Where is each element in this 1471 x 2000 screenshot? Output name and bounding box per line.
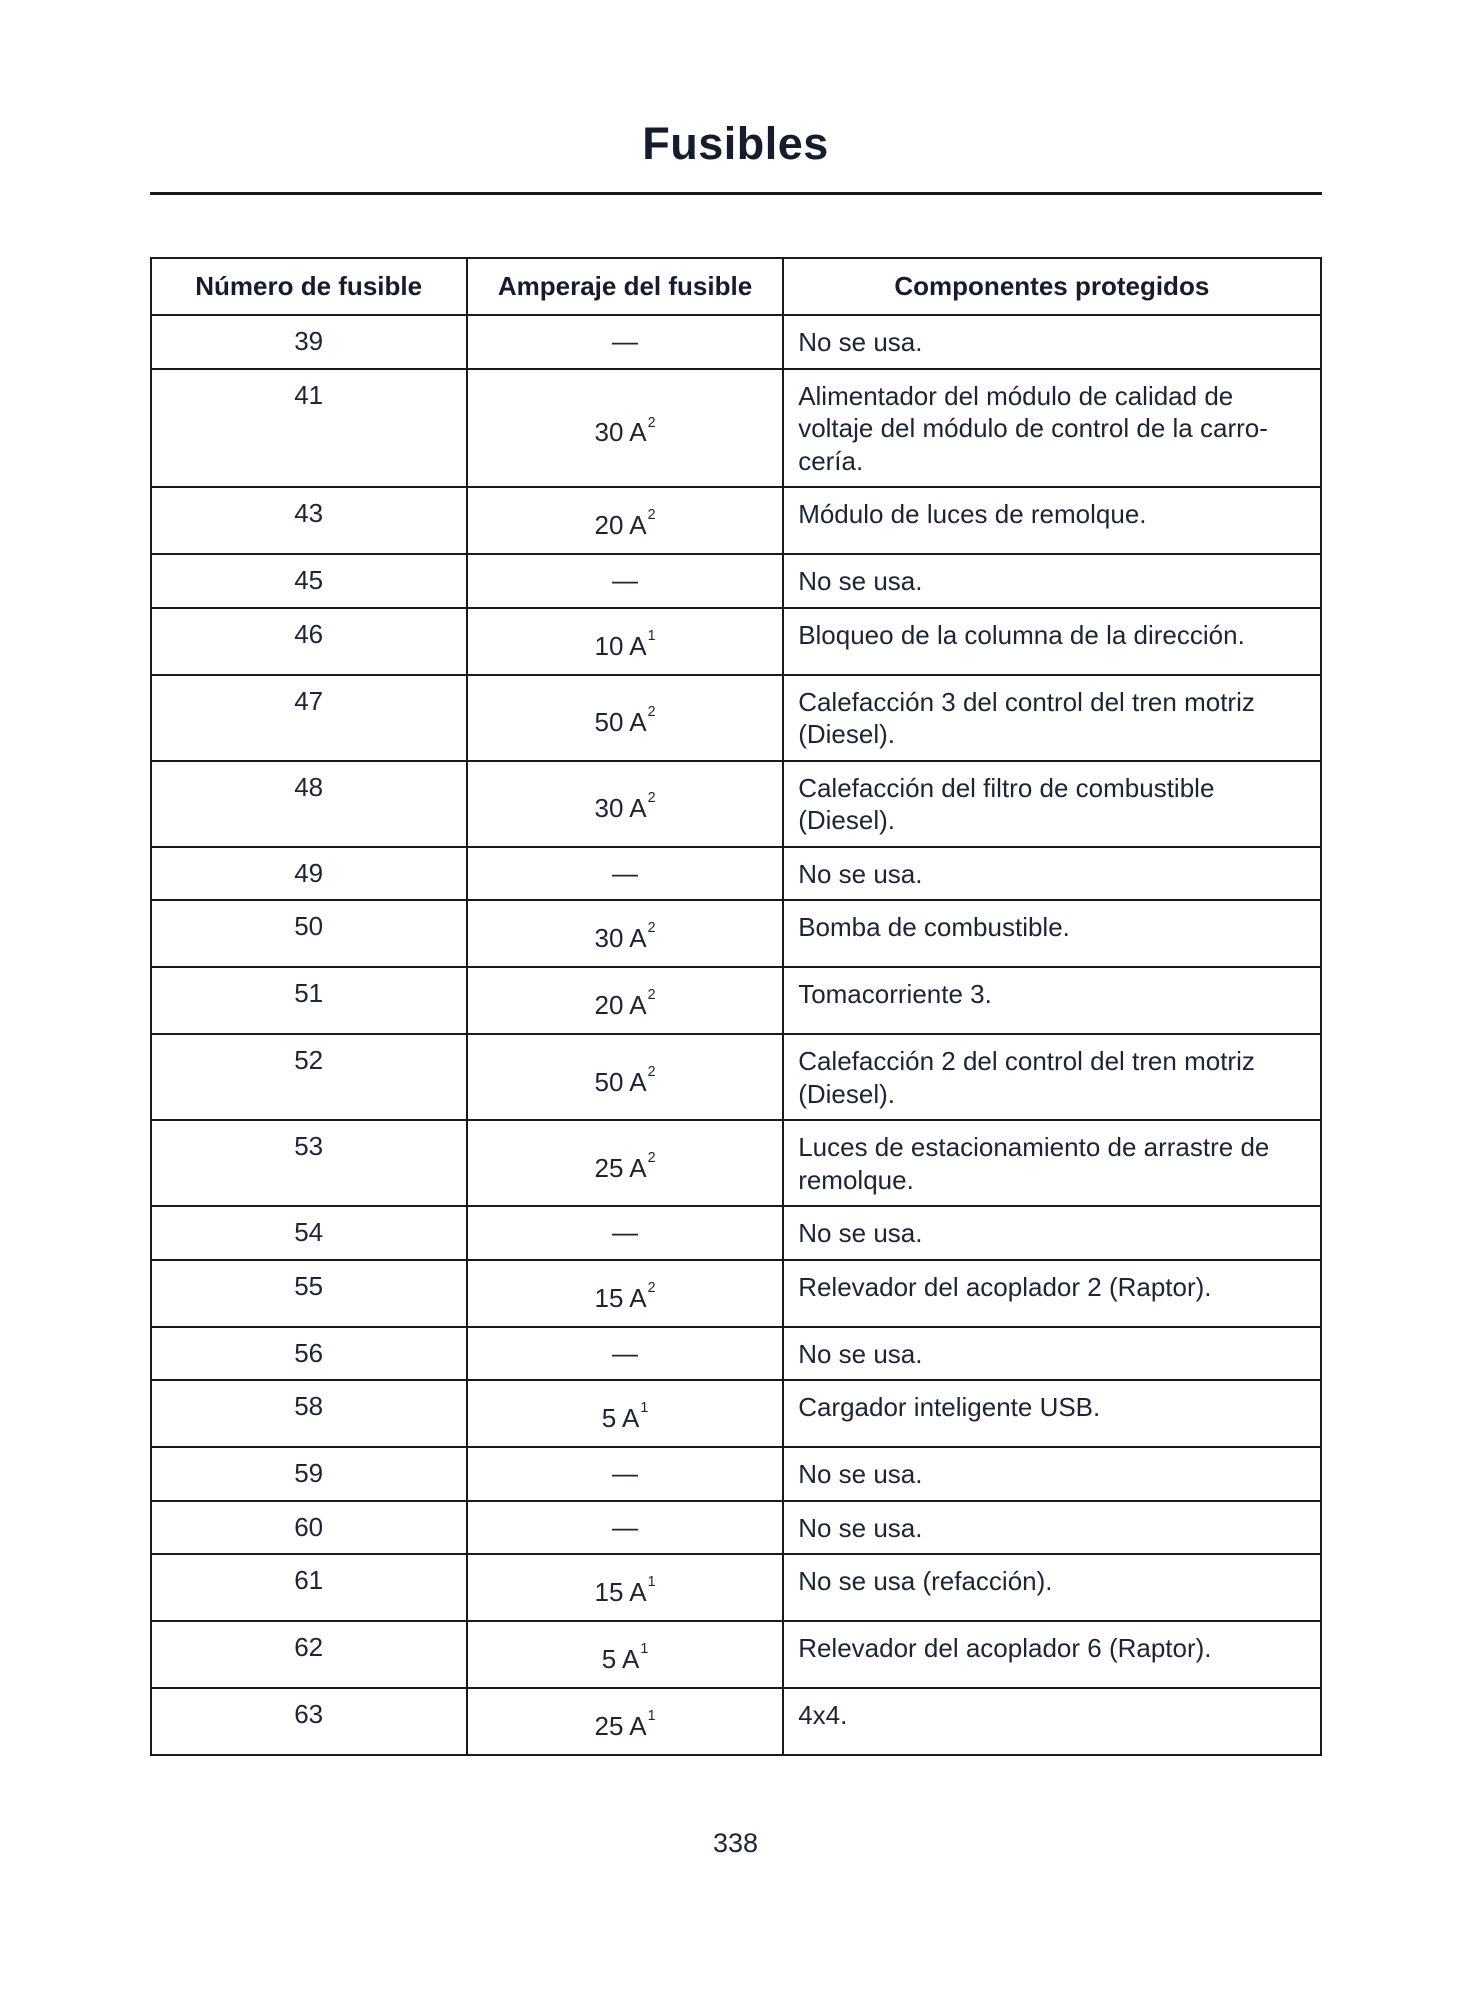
table-row bbox=[151, 315, 1321, 369]
amperage-superscript: 2 bbox=[647, 790, 656, 807]
amperage-superscript: 1 bbox=[647, 627, 656, 644]
fuse-number-cell: 46 bbox=[151, 608, 467, 675]
fuse-amperage-cell: — bbox=[467, 1501, 783, 1555]
fuse-number-cell: 56 bbox=[151, 1327, 467, 1381]
amperage-superscript: 1 bbox=[647, 1574, 656, 1591]
component-cell: Calefacción del filtro de combustible (Diesel). bbox=[783, 761, 1320, 847]
fuse-number-cell: 61 bbox=[151, 1554, 467, 1621]
col-header-amperage: Amperaje del fusible bbox=[467, 258, 783, 315]
component-cell: No se usa. bbox=[783, 554, 1320, 608]
table-row bbox=[151, 675, 1321, 761]
table-row bbox=[151, 900, 1321, 967]
table-row bbox=[151, 608, 1321, 675]
table-row bbox=[151, 1327, 1321, 1381]
table-row bbox=[151, 1380, 1321, 1447]
fuse-amperage-cell: 25 $A^1$ bbox=[467, 1688, 783, 1755]
fuse-table bbox=[150, 257, 1322, 1756]
fuse-number-cell: 50 bbox=[151, 900, 467, 967]
fuse-amperage-cell: 50 $A^2$ bbox=[467, 675, 783, 761]
table-row bbox=[151, 487, 1321, 554]
component-cell: No se usa. bbox=[783, 315, 1320, 369]
fuse-amperage-cell: 20 $A^2$ bbox=[467, 487, 783, 554]
fuse-number-cell: 51 bbox=[151, 967, 467, 1034]
fuse-number-cell: 45 bbox=[151, 554, 467, 608]
component-cell: Bomba de combustible. bbox=[783, 900, 1320, 967]
fuse-amperage-cell: 25 $A^2$ bbox=[467, 1120, 783, 1206]
table-row bbox=[151, 1034, 1321, 1120]
fuse-amperage-cell: 30 $A^2$ bbox=[467, 369, 783, 488]
amperage-superscript: 2 bbox=[647, 1149, 656, 1166]
table-row bbox=[151, 847, 1321, 901]
fuse-table-head bbox=[151, 258, 1321, 315]
component-cell: Bloqueo de la columna de la dirección. bbox=[783, 608, 1320, 675]
fuse-amperage-cell: — bbox=[467, 554, 783, 608]
amperage-superscript: 1 bbox=[647, 1708, 656, 1725]
table-row bbox=[151, 1501, 1321, 1555]
fuse-number-cell: 59 bbox=[151, 1447, 467, 1501]
table-row bbox=[151, 1206, 1321, 1260]
table-row bbox=[151, 1447, 1321, 1501]
col-header-components: Componentes protegidos bbox=[783, 258, 1320, 315]
fuse-number-cell: 39 bbox=[151, 315, 467, 369]
amperage-superscript: 1 bbox=[640, 1641, 649, 1658]
component-cell: Relevador del acoplador 2 (Raptor). bbox=[783, 1260, 1320, 1327]
fuse-amperage-cell: — bbox=[467, 1327, 783, 1381]
component-cell: Cargador inteligente USB. bbox=[783, 1380, 1320, 1447]
manual-page bbox=[150, 0, 1322, 1859]
amperage-superscript: 2 bbox=[647, 507, 656, 524]
amperage-superscript: 2 bbox=[647, 987, 656, 1004]
fuse-number-cell: 60 bbox=[151, 1501, 467, 1555]
table-row bbox=[151, 1688, 1321, 1755]
component-cell: Módulo de luces de remolque. bbox=[783, 487, 1320, 554]
header-row bbox=[151, 258, 1321, 315]
fuse-number-cell: 47 bbox=[151, 675, 467, 761]
page-title: Fusibles bbox=[642, 118, 829, 169]
component-cell: Luces de estacionamiento de arrastre de remolque. bbox=[783, 1120, 1320, 1206]
component-cell: No se usa. bbox=[783, 1447, 1320, 1501]
fuse-amperage-cell: 15 $A^2$ bbox=[467, 1260, 783, 1327]
fuse-number-cell: 63 bbox=[151, 1688, 467, 1755]
fuse-number-cell: 55 bbox=[151, 1260, 467, 1327]
page-footer bbox=[150, 1828, 1322, 1859]
table-row bbox=[151, 1554, 1321, 1621]
component-cell: Alimentador del módulo de calidad de voltaje del módulo de control de la carrocería. bbox=[783, 369, 1320, 488]
amperage-superscript: 2 bbox=[647, 1063, 656, 1080]
table-row bbox=[151, 1120, 1321, 1206]
component-cell: No se usa. bbox=[783, 1327, 1320, 1381]
fuse-amperage-cell: — bbox=[467, 1206, 783, 1260]
component-cell: Calefacción 3 del control del tren motriz (Diesel). bbox=[783, 675, 1320, 761]
table-row bbox=[151, 1260, 1321, 1327]
fuse-number-cell: 49 bbox=[151, 847, 467, 901]
component-cell: No se usa. bbox=[783, 847, 1320, 901]
fuse-amperage-cell: — bbox=[467, 847, 783, 901]
amperage-superscript: 2 bbox=[647, 1279, 656, 1296]
fuse-number-cell: 52 bbox=[151, 1034, 467, 1120]
fuse-number-cell: 54 bbox=[151, 1206, 467, 1260]
fuse-number-cell: 62 bbox=[151, 1621, 467, 1688]
table-row bbox=[151, 1621, 1321, 1688]
fuse-number-cell: 43 bbox=[151, 487, 467, 554]
table-row bbox=[151, 554, 1321, 608]
fuse-number-cell: 53 bbox=[151, 1120, 467, 1206]
page-header bbox=[150, 0, 1322, 195]
fuse-amperage-cell: 20 $A^2$ bbox=[467, 967, 783, 1034]
fuse-amperage-cell: 10 $A^1$ bbox=[467, 608, 783, 675]
amperage-superscript: 2 bbox=[647, 704, 656, 721]
component-cell: No se usa. bbox=[783, 1501, 1320, 1555]
amperage-superscript: 2 bbox=[647, 414, 656, 431]
title-divider bbox=[150, 192, 1322, 195]
fuse-amperage-cell: 15 $A^1$ bbox=[467, 1554, 783, 1621]
fuse-number-cell: 58 bbox=[151, 1380, 467, 1447]
fuse-amperage-cell: — bbox=[467, 1447, 783, 1501]
table-row bbox=[151, 761, 1321, 847]
component-cell: Tomacorriente 3. bbox=[783, 967, 1320, 1034]
component-cell: 4x4. bbox=[783, 1688, 1320, 1755]
fuse-amperage-cell: 30 $A^2$ bbox=[467, 900, 783, 967]
fuse-table-body bbox=[151, 315, 1321, 1755]
fuse-amperage-cell: 5 $A^1$ bbox=[467, 1380, 783, 1447]
fuse-amperage-cell: 30 $A^2$ bbox=[467, 761, 783, 847]
component-cell: No se usa. bbox=[783, 1206, 1320, 1260]
col-header-fuse-number: Número de fusible bbox=[151, 258, 467, 315]
table-row bbox=[151, 967, 1321, 1034]
fuse-number-cell: 48 bbox=[151, 761, 467, 847]
amperage-superscript: 2 bbox=[647, 920, 656, 937]
fuse-amperage-cell: 5 $A^1$ bbox=[467, 1621, 783, 1688]
table-row bbox=[151, 369, 1321, 488]
fuse-amperage-cell: — bbox=[467, 315, 783, 369]
component-cell: No se usa (refacción). bbox=[783, 1554, 1320, 1621]
amperage-superscript: 1 bbox=[640, 1400, 649, 1417]
fuse-amperage-cell: 50 $A^2$ bbox=[467, 1034, 783, 1120]
page-number: 338 bbox=[712, 1828, 759, 1858]
component-cell: Relevador del acoplador 6 (Raptor). bbox=[783, 1621, 1320, 1688]
fuse-number-cell: 41 bbox=[151, 369, 467, 488]
component-cell: Calefacción 2 del control del tren motriz (Diesel). bbox=[783, 1034, 1320, 1120]
